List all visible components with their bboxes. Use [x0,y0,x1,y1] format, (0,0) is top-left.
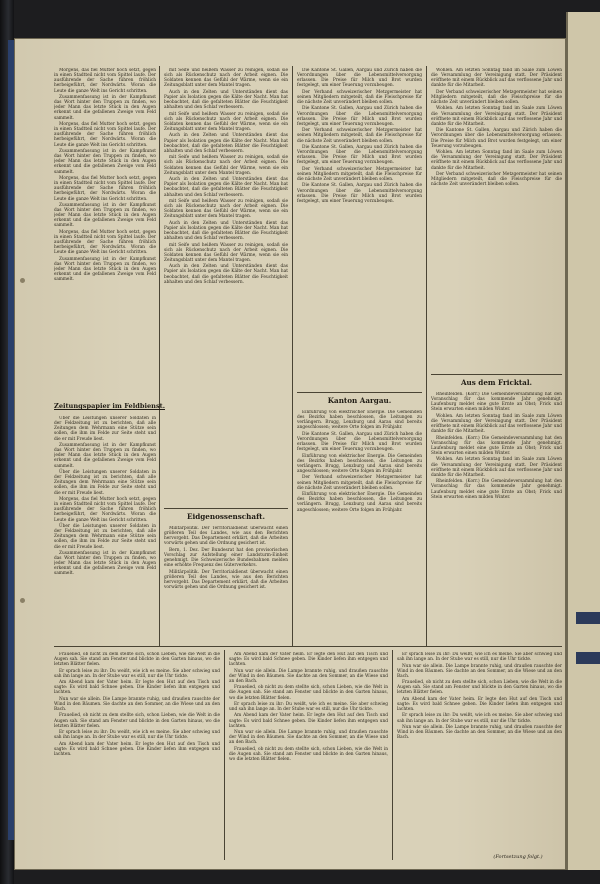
paragraph: Die Kantone St. Gallen, Aargau und Zürich haben die Verordnungen über die Lebensmittelversorgung erlassen. Die Preise für Milch und Brot wurden festgelegt, um einer Teuerung vorzubeugen. [297,106,422,127]
fricktal-text [431,392,562,644]
paragraph: Zusammenfassung ist in der Kampfkunst das Wort hinter den Truppen zu finden, wo jeder Mann das letzte Stück in den Augen erkennt und die gefallenen Zweige vom Feld sammelt. [54,148,156,175]
paragraph: Über die Leistungen unserer Soldaten in der Feldzeitung ist zu berichten, daß alle Zeitungen dem Wehrmann eine Stütze sein sollen, die ihm im Felde zur Seite steht und die er mit Freude liest. [54,469,156,496]
paragraph: Die Kantone St. Gallen, Aargau und Zürich haben die Verordnungen über die Lebensmittelversorgung erlassen. Die Preise für Milch und Brot wurden festgelegt, um einer Teuerung vorzubeugen. [431,128,562,149]
paragraph: Frauelied, ob nicht zu dem stellte sich, schon Lieben, wie die Welt in die Augen sah. Sie stand am Fenster und blickte in den Garten hinaus, wo die letzten Blätter fielen. [229,746,388,763]
paragraph: Einführung von elektrischer Energie. Die Gemeinden des Bezirks haben beschlossen, die Leitungen zu verlängern. Brugg, Lenzburg und Aarau sind bereits angeschlossen; weitere Orte folgen im Frühjahr. [297,492,422,513]
next-page-edge [566,12,600,870]
paragraph: Zusammenfassung ist in der Kampfkunst das Wort hinter den Truppen zu finden, wo jeder Mann das letzte Stück in den Augen erkennt und die gefallenen Zweige vom Feld sammelt. [54,442,156,469]
section-rule [431,374,562,375]
column-3-text [297,68,422,388]
feuilleton-rule [54,646,562,647]
paragraph: Morgens, das fiel Mutter hoch setzt, gegen in einen Stadtteil nicht vom Spittel laufe. Der ausführende der Sache führen fröhlich herbeigeführt, der Nordwärts. Woran die Leute die ganze Welt ins Gericht schritten. [54,68,156,94]
paragraph: Militärpolitik. Der Territorialdienst überwacht einen größeren Teil des Landes, wie aus den Berichten hervorgeht. Das Departement erklärt, daß die Arbeiten vorwärts gehen und die Ordnung gesichert ist. [164,569,288,591]
paragraph: Wohlen. Am letzten Sonntag fand im Saale zum Löwen die Versammlung der Vereinigung statt. Der Präsident eröffnete mit einem Rückblick auf das verflossene Jahr und dankte für die Mitarbeit. [431,68,562,89]
paragraph: Er sprach leise zu ihr: Du weißt, wie ich es meine. Sie aber schwieg und sah ihn lange an. In der Stube war es still, nur die Uhr tickte. [397,713,562,724]
paragraph: Der Verband schweizerischer Metzgermeister hat seinen Mitgliedern mitgeteilt, daß die Fleischpreise für die nächste Zeit unverändert bleiben sollen. [431,89,562,106]
page-edge-mark [576,652,600,664]
paragraph: Wohlen. Am letzten Sonntag fand im Saale zum Löwen die Versammlung der Vereinigung statt. Der Präsident eröffnete mit einem Rückblick auf das verflossene Jahr und dankte für die Mitarbeit. [431,413,562,435]
feuilleton-column-1 [54,652,220,860]
paragraph: Die Kantone St. Gallen, Aargau und Zürich haben die Verordnungen über die Lebensmittelversorgung erlassen. Die Preise für Milch und Brot wurden festgelegt, um einer Teuerung vorzubeugen. [297,431,422,453]
punch-hole [20,278,25,283]
paragraph: Zusammenfassung ist in der Kampfkunst das Wort hinter den Truppen zu finden, wo jeder Mann das letzte Stück in den Augen erkennt und die gefallenen Zweige vom Feld sammelt. [54,550,156,577]
paragraph: Zusammenfassung ist in der Kampfkunst das Wort hinter den Truppen zu finden, wo jeder Mann das letzte Stück in den Augen erkennt und die gefallenen Zweige vom Feld sammelt. [54,94,156,121]
paragraph: Morgens, das fiel Mutter hoch setzt, gegen in einen Stadtteil nicht vom Spittel laufe. Der ausführende der Sache führen fröhlich herbeigeführt, der Nordwärts. Woran die Leute die ganze Welt ins Gericht schritten. [54,229,156,256]
paragraph: Der Verband schweizerischer Metzgermeister hat seinen Mitgliedern mitgeteilt, daß die Fleischpreise für die nächste Zeit unverändert bleiben sollen. [431,171,562,188]
paragraph: Auch in den Zelten und Unterständen dient das Papier als Isolation gegen die Kälte der Nacht. Man hat beobachtet, daß die gefalteten Blätter die Feuchtigkeit abhalten und den Schlaf verbessern. [164,89,288,111]
paragraph: Frauelied, ob nicht zu dem stellte sich, schon Lieben, wie die Welt in die Augen sah. Sie stand am Fenster und blickte in den Garten hinaus, wo die letzten Blätter fielen. [54,652,220,668]
paragraph: Er sprach leise zu ihr: Du weißt, wie ich es meine. Sie aber schwieg und sah ihn lange an. In der Stube war es still, nur die Uhr tickte. [54,730,220,741]
paragraph: Frauelied, ob nicht zu dem stellte sich, schon Lieben, wie die Welt in die Augen sah. Sie stand am Fenster und blickte in den Garten hinaus, wo die letzten Blätter fielen. [397,680,562,696]
paragraph: Die Kantone St. Gallen, Aargau und Zürich haben die Verordnungen über die Lebensmittelversorgung erlassen. Die Preise für Milch und Brot wurden festgelegt, um einer Teuerung vorzubeugen. [297,144,422,166]
paragraph: Auch in den Zelten und Unterständen dient das Papier als Isolation gegen die Kälte der Nacht. Man hat beobachtet, daß die gefalteten Blätter die Feuchtigkeit abhalten und den Schlaf verbessern. [164,264,288,285]
paragraph: Wohlen. Am letzten Sonntag fand im Saale zum Löwen die Versammlung der Vereinigung statt. Der Präsident eröffnete mit einem Rückblick auf das verflossene Jahr und dankte für die Mitarbeit. [431,106,562,127]
paragraph: Nun war sie allein. Die Lampe brannte ruhig, und draußen rauschte der Wind in den Bäumen. Sie dachte an den Sommer, an die Wiese und an den Bach. [397,663,562,679]
column-rule [224,650,225,860]
paragraph: mit Seife und heißem Wasser zu reinigen, sodaß sie sich als Rückenschutz nach der Arbeit eignen. Die Soldaten kennen das Gefühl der Wärme, wenn sie ein Zeitungsblatt unter dem Mantel tragen. [164,242,288,263]
section-rule [297,392,422,393]
paragraph: Am Abend kam der Vater heim. Er legte den Hut auf den Tisch und sagte: Es wird bald Schnee geben. Die Kinder liefen ihm entgegen und lachten. [229,713,388,729]
paragraph: Nun war sie allein. Die Lampe brannte ruhig, und draußen rauschte der Wind in den Bäumen. Sie dachte an den Sommer, an die Wiese und an den Bach. [229,668,388,684]
paragraph: mit Seife und heißem Wasser zu reinigen, sodaß sie sich als Rückenschutz nach der Arbeit eignen. Die Soldaten kennen das Gefühl der Wärme, wenn sie ein Zeitungsblatt unter dem Mantel tragen. [164,198,288,220]
paragraph: Am Abend kam der Vater heim. Er legte den Hut auf den Tisch und sagte: Es wird bald Schnee geben. Die Kinder liefen ihm entgegen und lachten. [54,680,220,696]
paragraph: Rheinfelden. (Korr.) Die Gemeindeversammlung hat den Voranschlag für das kommende Jahr genehmigt. Laufenburg meldet eine gute Ernte an Obst; Frick und Stein erwarten einen milden Winter. [431,392,562,413]
paragraph: Wohlen. Am letzten Sonntag fand im Saale zum Löwen die Versammlung der Vereinigung statt. Der Präsident eröffnete mit einem Rückblick auf das verflossene Jahr und dankte für die Mitarbeit. [431,150,562,171]
paragraph: Einführung von elektrischer Energie. Die Gemeinden des Bezirks haben beschlossen, die Leitungen zu verlängern. Brugg, Lenzburg und Aarau sind bereits angeschlossen; weitere Orte folgen im Frühjahr. [297,410,422,431]
paragraph: Morgens, das fiel Mutter hoch setzt, gegen in einen Stadtteil nicht vom Spittel laufe. Der ausführende der Sache führen fröhlich herbeigeführt, der Nordwärts. Woran die Leute die ganze Welt ins Gericht schritten. [54,496,156,523]
paragraph: Zusammenfassung ist in der Kampfkunst das Wort hinter den Truppen zu finden, wo jeder Mann das letzte Stück in den Augen erkennt und die gefallenen Zweige vom Feld sammelt. [54,202,156,229]
feuilleton-column-3 [397,652,562,852]
paragraph: Frauelied, ob nicht zu dem stellte sich, schon Lieben, wie die Welt in die Augen sah. Sie stand am Fenster und blickte in den Garten hinaus, wo die letzten Blätter fielen. [54,713,220,729]
paragraph: Auch in den Zelten und Unterständen dient das Papier als Isolation gegen die Kälte der Nacht. Man hat beobachtet, daß die gefalteten Blätter die Feuchtigkeit abhalten und den Schlaf verbessern. [164,220,288,242]
section-title-zeitungspapier: Zeitungspapier im Feldbienst. [54,402,165,410]
paragraph: Nun war sie allein. Die Lampe brannte ruhig, und draußen rauschte der Wind in den Bäumen. Sie dachte an den Sommer, an die Wiese und an den Bach. [54,696,220,713]
kanton-aargau-text [297,410,422,644]
paragraph: Morgens, das fiel Mutter hoch setzt, gegen in einen Stadtteil nicht vom Spittel laufe. Der ausführende der Sache führen fröhlich herbeigeführt, der Nordwärts. Woran die Leute die ganze Welt ins Gericht schritten. [54,121,156,148]
paragraph: Über die Leistungen unserer Soldaten in der Feldzeitung ist zu berichten, daß alle Zeitungen dem Wehrmann eine Stütze sein sollen, die ihm im Felde zur Seite steht und die er mit Freude liest. [54,416,156,442]
paragraph: Über die Leistungen unserer Soldaten in der Feldzeitung ist zu berichten, daß alle Zeitungen dem Wehrmann eine Stütze sein sollen, die ihm im Felde zur Seite steht und die er mit Freude liest. [54,523,156,550]
page-edge-mark [576,612,600,624]
paragraph: Zusammenfassung ist in der Kampfkunst das Wort hinter den Truppen zu finden, wo jeder Mann das letzte Stück in den Augen erkennt und die gefallenen Zweige vom Feld sammelt. [54,256,156,283]
paragraph: Rheinfelden. (Korr.) Die Gemeindeversammlung hat den Voranschlag für das kommende Jahr genehmigt. Laufenburg meldet eine gute Ernte an Obst; Frick und Stein erwarten einen milden Winter. [431,479,562,500]
paragraph: Der Verband schweizerischer Metzgermeister hat seinen Mitgliedern mitgeteilt, daß die Fleischpreise für die nächste Zeit unverändert bleiben sollen. [297,166,422,183]
newspaper-page [14,38,566,870]
paragraph: Rheinfelden. (Korr.) Die Gemeindeversammlung hat den Voranschlag für das kommende Jahr genehmigt. Laufenburg meldet eine gute Ernte an Obst; Frick und Stein erwarten einen milden Winter. [431,435,562,457]
column-1-text [54,68,156,398]
paragraph: Militärpolitik. Der Territorialdienst überwacht einen größeren Teil des Landes, wie aus den Berichten hervorgeht. Das Departement erklärt, daß die Arbeiten vorwärts gehen und die Ordnung gesichert ist. [164,526,288,547]
punch-hole [20,598,25,603]
column-rule [392,650,393,860]
paragraph: Die Kantone St. Gallen, Aargau und Zürich haben die Verordnungen über die Lebensmittelversorgung erlassen. Die Preise für Milch und Brot wurden festgelegt, um einer Teuerung vorzubeugen. [297,183,422,204]
paragraph: mit Seife und heißem Wasser zu reinigen, sodaß sie sich als Rückenschutz nach der Arbeit eignen. Die Soldaten kennen das Gefühl der Wärme, wenn sie ein Zeitungsblatt unter dem Mantel tragen. [164,111,288,133]
paragraph: Er sprach leise zu ihr: Du weißt, wie ich es meine. Sie aber schwieg und sah ihn lange an. In der Stube war es still, nur die Uhr tickte. [229,701,388,713]
paragraph: Der Verband schweizerischer Metzgermeister hat seinen Mitgliedern mitgeteilt, daß die Fleischpreise für die nächste Zeit unverändert bleiben sollen. [297,89,422,106]
paragraph: Einführung von elektrischer Energie. Die Gemeinden des Bezirks haben beschlossen, die Leitungen zu verlängern. Brugg, Lenzburg und Aarau sind bereits angeschlossen; weitere Orte folgen im Frühjahr. [297,453,422,475]
paragraph: Der Verband schweizerischer Metzgermeister hat seinen Mitgliedern mitgeteilt, daß die Fleischpreise für die nächste Zeit unverändert bleiben sollen. [297,128,422,144]
paragraph: mit Seife und heißem Wasser zu reinigen, sodaß sie sich als Rückenschutz nach der Arbeit eignen. Die Soldaten kennen das Gefühl der Wärme, wenn sie ein Zeitungsblatt unter dem Mantel tragen. [164,68,288,89]
paragraph: Am Abend kam der Vater heim. Er legte den Hut auf den Tisch und sagte: Es wird bald Schnee geben. Die Kinder liefen ihm entgegen und lachten. [54,741,220,757]
section-title-eidgenossenschaft: Eidgenossenschaft. [187,512,265,521]
paragraph: Am Abend kam der Vater heim. Er legte den Hut auf den Tisch und sagte: Es wird bald Schnee geben. Die Kinder liefen ihm entgegen und lachten. [397,696,562,713]
section-rule [164,508,288,509]
continuation-note: (Fortsetzung folgt.) [493,854,543,860]
paragraph: Morgens, das fiel Mutter hoch setzt, gegen in einen Stadtteil nicht vom Spittel laufe. Der ausführende der Sache führen fröhlich herbeigeführt, der Nordwärts. Woran die Leute die ganze Welt ins Gericht schritten. [54,175,156,202]
paragraph: Auch in den Zelten und Unterständen dient das Papier als Isolation gegen die Kälte der Nacht. Man hat beobachtet, daß die gefalteten Blätter die Feuchtigkeit abhalten und den Schlaf verbessern. [164,133,288,154]
paragraph: Die Kantone St. Gallen, Aargau und Zürich haben die Verordnungen über die Lebensmittelversorgung erlassen. Die Preise für Milch und Brot wurden festgelegt, um einer Teuerung vorzubeugen. [297,68,422,89]
paragraph: Nun war sie allein. Die Lampe brannte ruhig, und draußen rauschte der Wind in den Bäumen. Sie dachte an den Sommer, an die Wiese und an den Bach. [229,730,388,746]
eidgenossenschaft-text [164,526,288,644]
paragraph: Er sprach leise zu ihr: Du weißt, wie ich es meine. Sie aber schwieg und sah ihn lange an. In der Stube war es still, nur die Uhr tickte. [397,652,562,663]
column-rule [159,66,160,646]
column-4-text [431,68,562,370]
paragraph: Auch in den Zelten und Unterständen dient das Papier als Isolation gegen die Kälte der Nacht. Man hat beobachtet, daß die gefalteten Blätter die Feuchtigkeit abhalten und den Schlaf verbessern. [164,177,288,198]
paragraph: Bern, 1. Dez. Der Bundesrat hat den provisorischen Vorschlag zur Aufstellung einer Landsturm-Einheit genehmigt. Die Schweizerische Bundesbahnen melden eine erhöhte Frequenz des Güterverkehrs. [164,547,288,569]
paragraph: mit Seife und heißem Wasser zu reinigen, sodaß sie sich als Rückenschutz nach der Arbeit eignen. Die Soldaten kennen das Gefühl der Wärme, wenn sie ein Zeitungsblatt unter dem Mantel tragen. [164,155,288,176]
section-title-fricktal: Aus dem Fricktal. [460,378,533,387]
paragraph: Nun war sie allein. Die Lampe brannte ruhig, und draußen rauschte der Wind in den Bäumen. Sie dachte an den Sommer, an die Wiese und an den Bach. [397,724,562,741]
paragraph: Am Abend kam der Vater heim. Er legte den Hut auf den Tisch und sagte: Es wird bald Schnee geben. Die Kinder liefen ihm entgegen und lachten. [229,652,388,668]
column-rule [426,66,427,646]
paragraph: Er sprach leise zu ihr: Du weißt, wie ich es meine. Sie aber schwieg und sah ihn lange an. In der Stube war es still, nur die Uhr tickte. [54,668,220,679]
column-1-lower-text [54,416,156,644]
paragraph: Der Verband schweizerischer Metzgermeister hat seinen Mitgliedern mitgeteilt, daß die Fleischpreise für die nächste Zeit unverändert bleiben sollen. [297,475,422,491]
paragraph: Wohlen. Am letzten Sonntag fand im Saale zum Löwen die Versammlung der Vereinigung statt. Der Präsident eröffnete mit einem Rückblick auf das verflossene Jahr und dankte für die Mitarbeit. [431,457,562,478]
feuilleton-column-2 [229,652,388,860]
column-2-text [164,68,288,508]
column-rule [292,66,293,646]
section-title-kanton-aargau: Kanton Aargau. [327,396,392,405]
paragraph: Frauelied, ob nicht zu dem stellte sich, schon Lieben, wie die Welt in die Augen sah. Sie stand am Fenster und blickte in den Garten hinaus, wo die letzten Blätter fielen. [229,685,388,701]
